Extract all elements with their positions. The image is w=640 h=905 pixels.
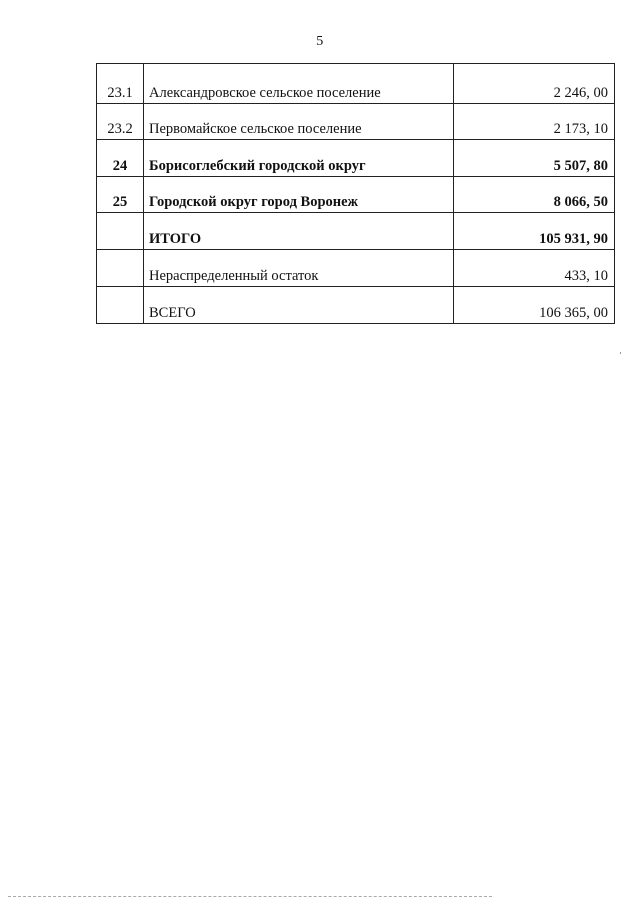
row-name-cell: Борисоглебский городской округ <box>144 140 454 177</box>
row-value-cell: 8 066, 50 <box>454 177 615 213</box>
row-value-cell: 433, 10 <box>454 250 615 287</box>
row-name-cell: ИТОГО <box>144 213 454 250</box>
row-name-cell: Первомайское сельское поселение <box>144 104 454 140</box>
table-row <box>97 177 615 213</box>
allocation-table <box>96 63 615 324</box>
row-value-cell: 2 246, 00 <box>454 64 615 104</box>
row-value-cell: 5 507, 80 <box>454 140 615 177</box>
table-row-grand-total <box>97 287 615 324</box>
row-number-cell <box>97 213 144 250</box>
row-name-cell: ВСЕГО <box>144 287 454 324</box>
row-number-cell: 24 <box>97 140 144 177</box>
row-name-cell: Александровское сельское поселение <box>144 64 454 104</box>
row-number-cell: 25 <box>97 177 144 213</box>
table-row-remainder <box>97 250 615 287</box>
table-row <box>97 104 615 140</box>
table-row <box>97 140 615 177</box>
table-row-total <box>97 213 615 250</box>
row-name-cell: Городской округ город Воронеж <box>144 177 454 213</box>
row-value-cell: 106 365, 00 <box>454 287 615 324</box>
row-value-cell: 2 173, 10 <box>454 104 615 140</box>
row-number-cell: 23.1 <box>97 64 144 104</box>
row-number-cell: 23.2 <box>97 104 144 140</box>
page-number: 5 <box>316 34 324 49</box>
table-row <box>97 64 615 104</box>
row-number-cell <box>97 287 144 324</box>
row-value-cell: 105 931, 90 <box>454 213 615 250</box>
row-number-cell <box>97 250 144 287</box>
row-name-cell: Нераспределенный остаток <box>144 250 454 287</box>
scan-edge-line <box>8 896 492 897</box>
scan-speck <box>620 352 621 354</box>
